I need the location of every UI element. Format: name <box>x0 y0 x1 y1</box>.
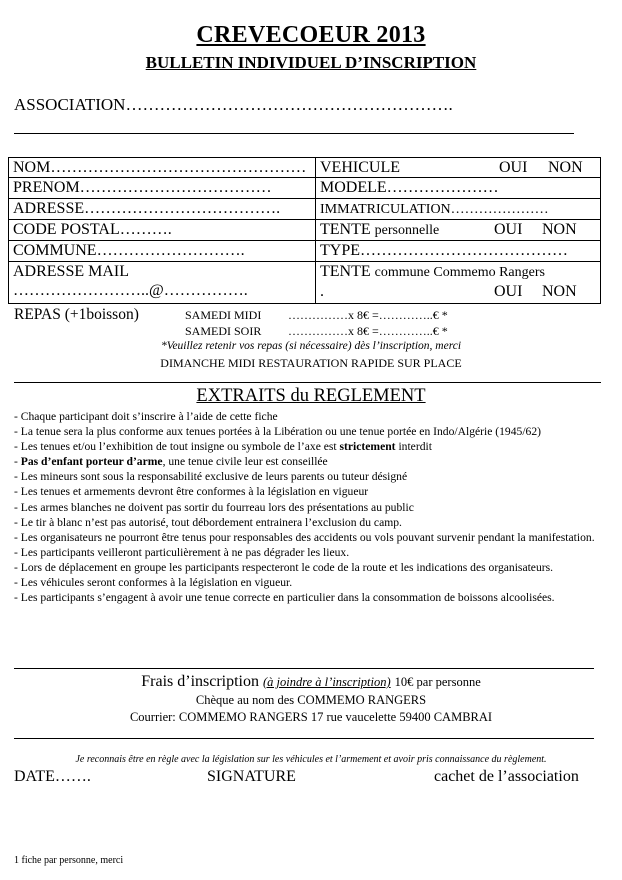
nom-field[interactable]: NOM………………………………………… <box>9 158 316 178</box>
frais-prix: 10€ par personne <box>394 675 481 689</box>
page-subtitle: BULLETIN INDIVIDUEL D’INSCRIPTION <box>145 53 477 72</box>
tente-commune-label: TENTE <box>320 263 371 280</box>
cachet-field[interactable]: cachet de l’association <box>434 768 579 785</box>
tente-commune-field[interactable] <box>316 262 601 304</box>
frais-inscription <box>0 673 622 691</box>
rule-item: - Les participants veilleront particulièrement à ne pas dégrader les lieux. <box>14 545 350 559</box>
vehicule-field[interactable] <box>316 158 601 178</box>
registration-form-table <box>8 157 601 304</box>
prenom-field[interactable]: PRENOM……………………………… <box>9 178 316 199</box>
rule-item: - Lors de déplacement en groupe les participants respecteront le code de la route et les indications des organisateurs. <box>14 560 554 574</box>
rule-item: - Le tir à blanc n’est pas autorisé, tout débordement entrainera l’exclusion du camp. <box>14 515 402 529</box>
divider-3 <box>14 738 594 739</box>
rule-item: - Chaque participant doit s’inscrire à l’aide de cette fiche <box>14 410 278 423</box>
footnote: 1 fiche par personne, merci <box>14 855 124 866</box>
rule-item: - Les participants s’engagent à avoir une tenue correcte en particulier dans la consommation de boissons alcoolisées. <box>14 591 555 605</box>
rule-item: - Les mineurs sont sous la responsabilité exclusive de leurs parents ou tuteur désigné <box>14 470 408 484</box>
commune-field[interactable]: COMMUNE………………………. <box>9 241 316 262</box>
tente-personnelle-oui[interactable]: OUI <box>494 221 523 238</box>
repas-note: *Veuillez retenir vos repas (si nécessaire) dès l’inscription, merci <box>160 340 462 352</box>
immatriculation-label: IMMATRICULATION………………… <box>320 202 549 217</box>
frais-label: Frais d’inscription <box>141 673 259 690</box>
tente-commune-oui[interactable]: OUI <box>494 283 523 300</box>
frais-cheque: Chèque au nom des COMMEMO RANGERS <box>195 693 427 707</box>
tente-personnelle-field[interactable] <box>316 220 601 241</box>
divider-1 <box>14 382 601 383</box>
tente-personnelle-label: TENTE <box>320 221 371 238</box>
vehicule-non[interactable]: NON <box>548 159 583 176</box>
tente-commune-non[interactable]: NON <box>542 283 577 300</box>
rule-item: - Les tenues et armements devront être conformes à la législation en vigueur <box>14 485 369 499</box>
tente-personnelle-non[interactable]: NON <box>542 221 577 238</box>
samedi-midi-label: SAMEDI MIDI <box>185 308 262 322</box>
association-field[interactable]: ASSOCIATION…………………………………………………. <box>14 95 453 114</box>
signature-field[interactable]: SIGNATURE <box>207 768 296 785</box>
vehicule-label: VEHICULE <box>320 159 400 176</box>
immatriculation-field[interactable] <box>316 199 601 220</box>
rule-item: - Les tenues et/ou l’exhibition de tout insigne ou symbole de l’axe est strictement interdit <box>14 440 432 454</box>
rule-item: - Pas d’enfant porteur d’arme, une tenue civile leur est conseillée <box>14 455 328 469</box>
divider-2 <box>14 668 594 669</box>
repas-label: REPAS (+1boisson) <box>14 306 139 323</box>
modele-field[interactable]: MODELE………………… <box>316 178 601 199</box>
samedi-soir-label: SAMEDI SOIR <box>185 324 262 338</box>
reglement-list <box>14 409 597 605</box>
code-postal-field[interactable]: CODE POSTAL………. <box>9 220 316 241</box>
tente-commune-dot: . <box>320 283 324 300</box>
samedi-soir-line[interactable]: ……………x 8€ =…………..€ * <box>288 324 448 338</box>
samedi-midi-line[interactable]: ……………x 8€ =…………..€ * <box>288 308 448 322</box>
page-title: CREVECOEUR 2013 <box>196 22 426 48</box>
rule-item: - Les armes blanches ne doivent pas sortir du fourreau lors des présentations au public <box>14 500 414 514</box>
rule-item: - La tenue sera la plus conforme aux tenues portées à la Libération ou une tenue portée en Indo/Algérie (1945/62) <box>14 425 541 439</box>
date-field[interactable]: DATE……. <box>14 768 91 785</box>
rule-item: - Les véhicules seront conformes à la législation en vigueur. <box>14 576 293 590</box>
association-line <box>14 133 574 134</box>
declaration-text: Je reconnais être en règle avec la législation sur les véhicules et l’armement et avoir pris connaissance du règlement. <box>75 754 547 765</box>
frais-courrier: Courrier: COMMEMO RANGERS 17 rue vaucelette 59400 CAMBRAI <box>129 710 493 724</box>
type-field[interactable]: TYPE………………………………… <box>316 241 601 262</box>
reglement-title: EXTRAITS du REGLEMENT <box>196 386 426 406</box>
frais-joindre: (à joindre à l’inscription) <box>263 675 391 689</box>
adresse-mail-line: ……………………..@……………. <box>13 282 248 299</box>
tente-commune-type: commune Commemo Rangers <box>374 265 545 280</box>
tente-personnelle-type: personnelle <box>374 223 440 238</box>
adresse-field[interactable]: ADRESSE………………………………. <box>9 199 316 220</box>
dimanche-note: DIMANCHE MIDI RESTAURATION RAPIDE SUR PLACE <box>160 356 462 370</box>
rule-item: - Les organisateurs ne pourront être tenus pour responsables des accidents ou vols pouvant survenir pendant la manifestation. <box>14 530 595 544</box>
adresse-mail-label: ADRESSE MAIL <box>13 263 130 280</box>
vehicule-oui[interactable]: OUI <box>499 159 528 176</box>
adresse-mail-field[interactable] <box>9 262 316 304</box>
